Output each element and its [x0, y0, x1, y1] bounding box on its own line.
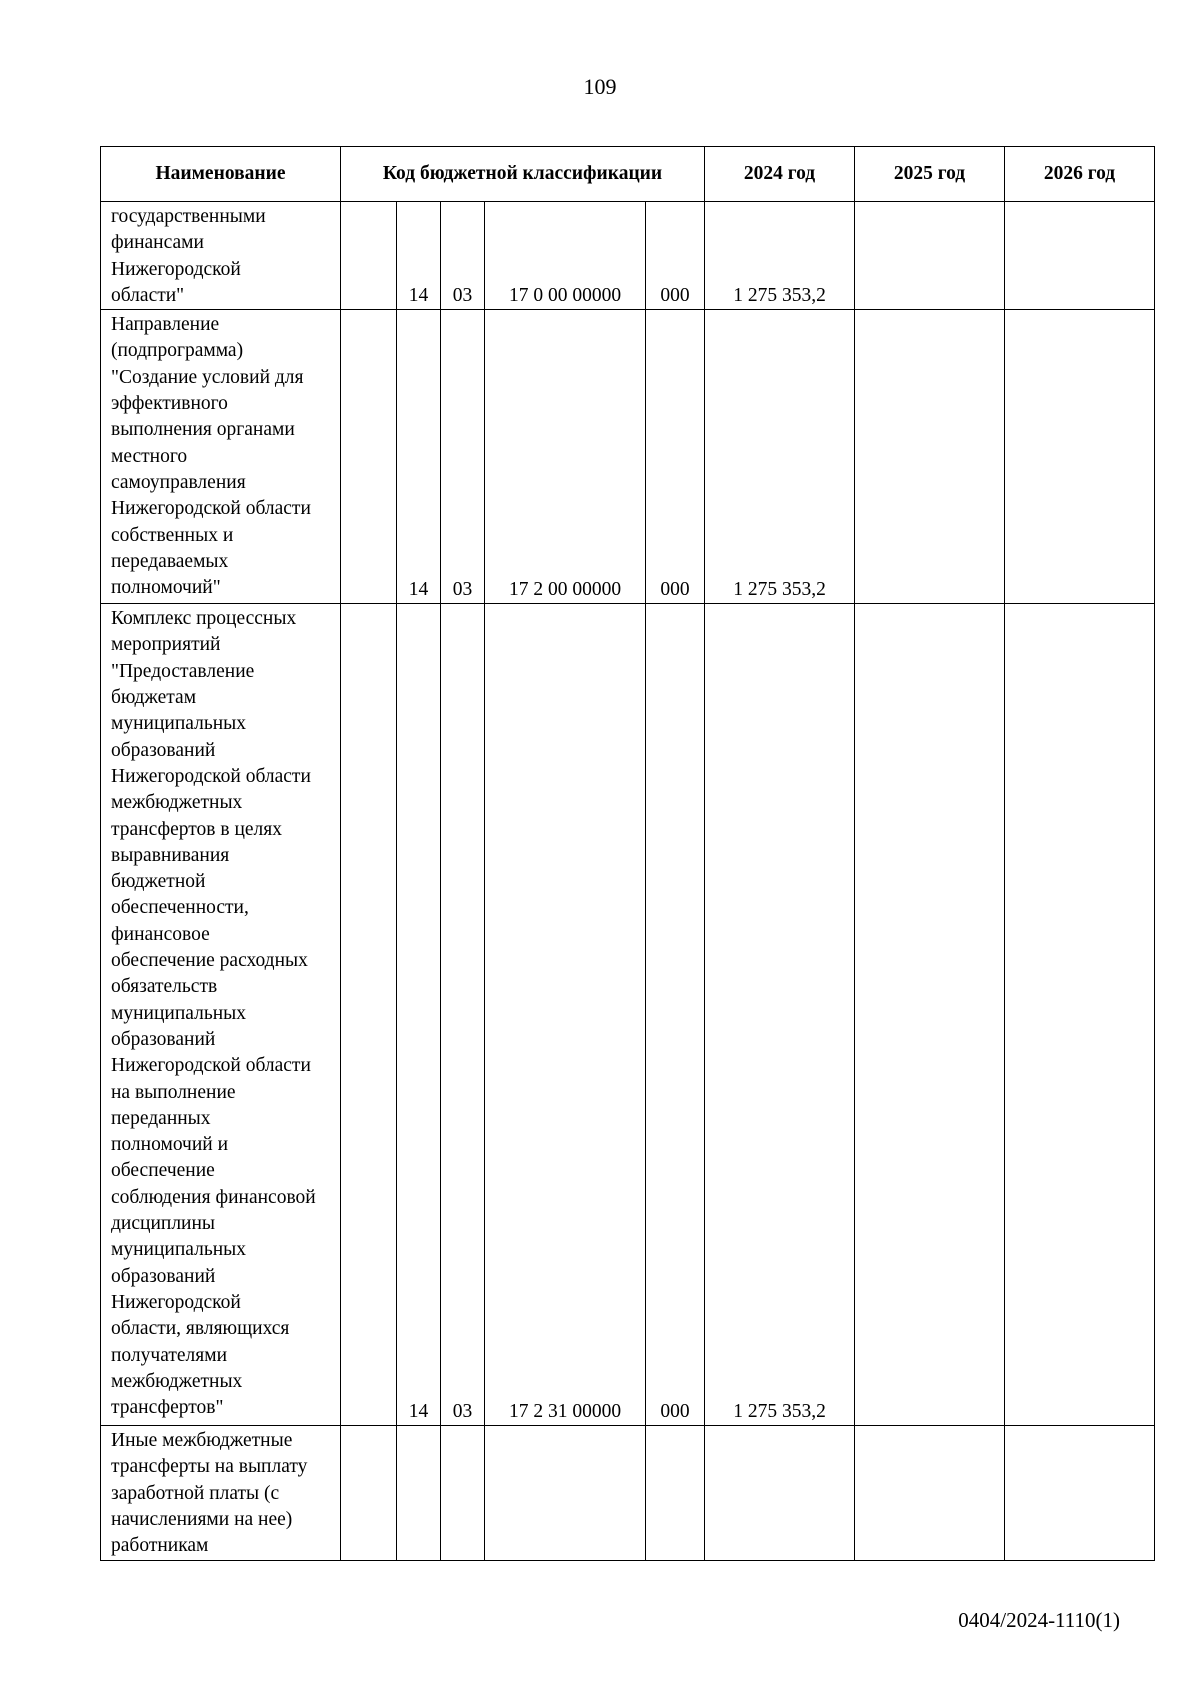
header-2026: 2026 год: [1005, 147, 1155, 202]
value-2026: [1005, 310, 1155, 604]
header-2024: 2024 год: [705, 147, 855, 202]
row-name: [101, 202, 341, 310]
value-2026: [1005, 604, 1155, 1426]
code-target-article: 17 2 00 00000: [485, 310, 646, 604]
value-2026: [1005, 202, 1155, 310]
budget-table: [100, 146, 1155, 1561]
code-subsection: 03: [441, 604, 485, 1426]
code-expense-type: [646, 1426, 705, 1560]
header-code: Код бюджетной классификации: [341, 147, 705, 202]
table-row: [101, 604, 1155, 1426]
code-expense-type: 000: [646, 310, 705, 604]
value-2024: 1 275 353,2: [705, 310, 855, 604]
value-2025: [855, 604, 1005, 1426]
value-2025: [855, 1426, 1005, 1560]
code-cell-1: [341, 202, 397, 310]
page-number: 109: [583, 74, 617, 99]
row-name-text: Иные межбюджетные трансферты на выплату заработной платы (с начислениями на нее) работникам: [111, 1430, 308, 1557]
row-name: [101, 310, 341, 604]
table-row: [101, 310, 1155, 604]
code-expense-type: 000: [646, 202, 705, 310]
code-expense-type: 000: [646, 604, 705, 1426]
code-cell-1: [341, 1426, 397, 1560]
value-2024: 1 275 353,2: [705, 604, 855, 1426]
code-section: 14: [397, 310, 441, 604]
code-section: 14: [397, 202, 441, 310]
code-subsection: 03: [441, 310, 485, 604]
row-name: [101, 604, 341, 1426]
table-header-row: [101, 147, 1155, 202]
code-cell-1: [341, 310, 397, 604]
value-2024: [705, 1426, 855, 1560]
value-2025: [855, 202, 1005, 310]
row-name: [101, 1426, 341, 1560]
row-name-text: государственными финансами Нижегородской области": [111, 206, 266, 306]
row-name-text: Комплекс процессных мероприятий "Предоставление бюджетам муниципальных образований Нижегородской области межбюджетных трансфертов в целях выравнивания бюджетной обеспеченности, финансовое обеспечение расходных обязательств муниципальных образований Нижегородской области на выполнение переданных полномочий и обеспечение соблюдения финансовой дисциплины муниципальных образований Нижегородской области, являющихся получателями межбюджетных трансфертов": [111, 608, 316, 1419]
document-number: 0404/2024-1110(1): [958, 1608, 1120, 1632]
header-name: Наименование: [101, 147, 341, 202]
code-target-article: 17 2 31 00000: [485, 604, 646, 1426]
value-2024: 1 275 353,2: [705, 202, 855, 310]
code-subsection: [441, 1426, 485, 1560]
code-target-article: 17 0 00 00000: [485, 202, 646, 310]
table-row: [101, 202, 1155, 310]
header-2025: 2025 год: [855, 147, 1005, 202]
code-section: 14: [397, 604, 441, 1426]
code-target-article: [485, 1426, 646, 1560]
value-2025: [855, 310, 1005, 604]
code-subsection: 03: [441, 202, 485, 310]
row-name-text: Направление (подпрограмма) "Создание условий для эффективного выполнения органами местного самоуправления Нижегородской области собственных и передаваемых полномочий": [111, 314, 311, 599]
code-cell-1: [341, 604, 397, 1426]
table-row: [101, 1426, 1155, 1560]
value-2026: [1005, 1426, 1155, 1560]
code-section: [397, 1426, 441, 1560]
